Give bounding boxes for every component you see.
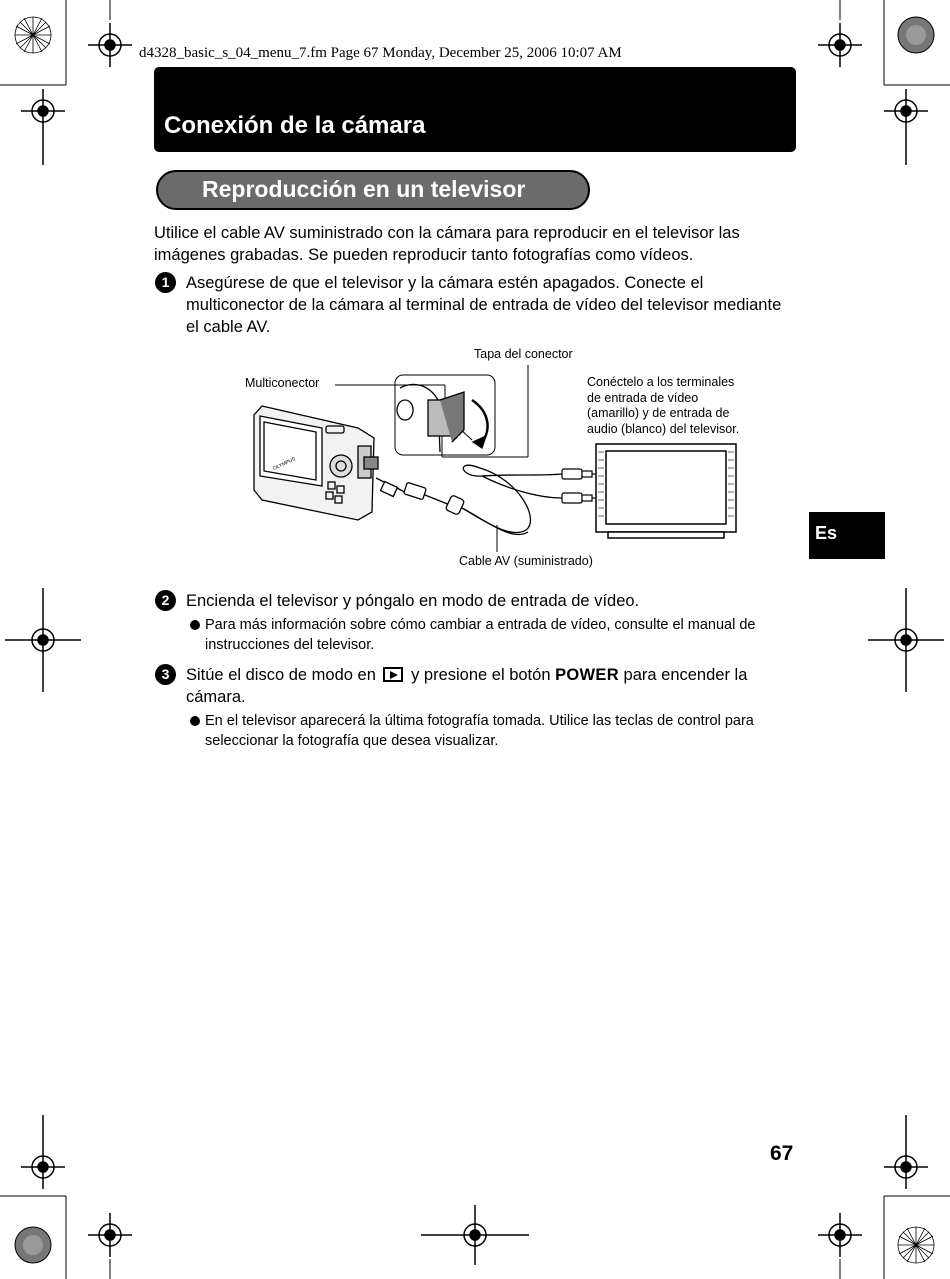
camera-brand-label: OLYMPUS bbox=[272, 456, 297, 472]
bullet-icon bbox=[190, 716, 200, 726]
step-2-number: 2 bbox=[155, 590, 176, 611]
section-title: Conexión de la cámara bbox=[164, 112, 426, 139]
label-tv-line: Conéctelo a los terminales bbox=[587, 375, 735, 389]
step-3-bullet: En el televisor aparecerá la última fotografía tomada. Utilice las teclas de control para seleccionar la fotografía que desea visualizar. bbox=[205, 713, 754, 749]
step-3-text bbox=[186, 664, 796, 708]
label-connector-cover: Tapa del conector bbox=[474, 347, 573, 361]
label-tv-line: de entrada de vídeo bbox=[587, 390, 699, 405]
step-3-text-after: para encender la cámara. bbox=[186, 666, 748, 706]
step-1-text: Asegúrese de que el televisor y la cámara estén apagados. Conecte el multiconector de la cámara al terminal de entrada de vídeo del televisor mediante el cable AV. bbox=[186, 274, 782, 336]
page-number: 67 bbox=[770, 1142, 794, 1165]
intro-paragraph: Utilice el cable AV suministrado con la cámara para reproducir en el televisor las imágenes grabadas. Se pueden reproducir tanto fotografías como vídeos. bbox=[154, 224, 740, 264]
language-tab bbox=[809, 512, 885, 559]
playback-mode-icon bbox=[383, 667, 403, 682]
section-title-bar bbox=[154, 67, 796, 152]
language-tab-label: Es bbox=[815, 523, 838, 543]
subsection-title-pill bbox=[156, 170, 590, 210]
step-3-text-before: Sitúe el disco de modo en bbox=[186, 666, 376, 684]
label-tv-line: (amarillo) y de entrada de bbox=[587, 406, 730, 420]
file-header-line: d4328_basic_s_04_menu_7.fm Page 67 Monday, December 25, 2006 10:07 AM bbox=[139, 45, 622, 61]
label-multiconnector: Multiconector bbox=[245, 376, 320, 390]
subsection-title: Reproducción en un televisor bbox=[202, 176, 526, 202]
bullet-icon bbox=[190, 620, 200, 630]
label-tv-terminals bbox=[587, 375, 739, 437]
label-av-cable: Cable AV (suministrado) bbox=[459, 554, 593, 568]
step-1-number: 1 bbox=[155, 272, 176, 293]
step-3-text-middle: y presione el botón bbox=[411, 666, 551, 684]
step-3-number: 3 bbox=[155, 664, 176, 685]
step-2-bullet: Para más información sobre cómo cambiar a entrada de vídeo, consulte el manual de instrucciones del televisor. bbox=[205, 617, 756, 653]
power-button-label: POWER bbox=[555, 666, 619, 684]
step-2-text: Encienda el televisor y póngalo en modo de entrada de vídeo. bbox=[186, 592, 640, 610]
label-tv-line: audio (blanco) del televisor. bbox=[587, 421, 740, 436]
